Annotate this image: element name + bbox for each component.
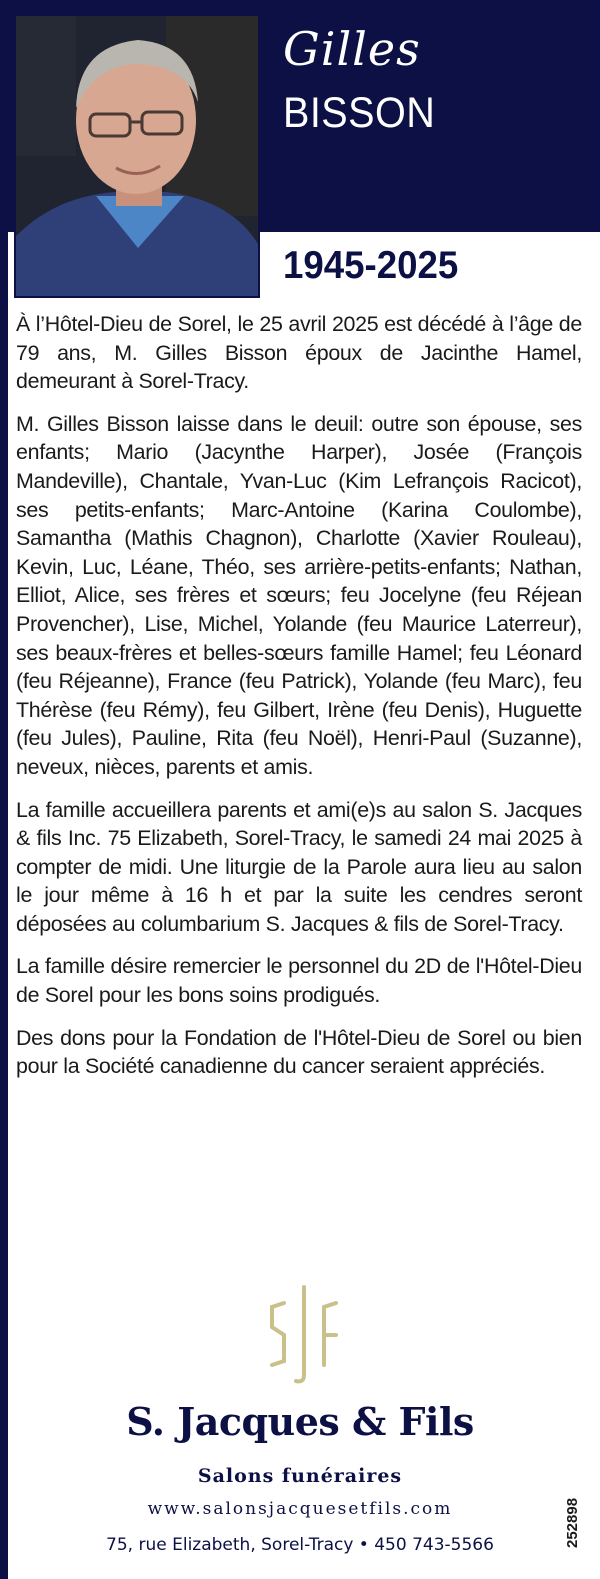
obituary-text [16, 310, 582, 1095]
funeral-home-name: S. Jacques & Fils [126, 1399, 474, 1444]
paragraph-visitation: La famille accueillera parents et ami(e)s au salon S. Jacques & fils Inc. 75 Elizabeth, Sorel-Tracy, le samedi 24 mai 2025 à compter de midi. Une liturgie de la Parole aura lieu au salon le jour même à 16 h et par la suite les cendres seront déposées au columbarium S. Jacques & fils de Sorel-Tracy. [16, 797, 582, 936]
last-name: BISSON [283, 89, 436, 137]
portrait-photo [14, 14, 260, 298]
funeral-home-address: 75, rue Elizabeth, Sorel-Tracy • 450 743-5566 [106, 1535, 494, 1555]
paragraph-donations: Des dons pour la Fondation de l'Hôtel-Dieu de Sorel ou bien pour la Société canadienne du cancer seraient appréciés. [16, 1025, 582, 1079]
paragraph-family: M. Gilles Bisson laisse dans le deuil: outre son épouse, ses enfants; Mario (Jacynthe Harper), Josée (François Mandeville), Chantale, Yvan-Luc (Kim Lefrançois Racicot), ses petits-enfants; Marc-Antoine (Karina Coulombe), Samantha (Mathis Chagnon), Charlotte (Xavier Rouleau), Kevin, Luc, Léane, Théo, ses arrière-petits-enfants; Nathan, Elliot, Alice, ses frères et sœurs; feu Jocelyne (feu Réjean Provencher), Lise, Michel, Yolande (feu Maurice Laterreur), ses beaux-frères et belles-sœurs famille Hamel; feu Léonard (feu Réjeanne), France (feu Patrick), Yolande (feu Marc), feu Thérèse (feu Rémy), feu Gilbert, Irène (feu Denis), Huguette (feu Jules), Pauline, Rita (feu Noël), Henri-Paul (Suzanne), neveux, nièces, parents et amis. [16, 411, 582, 779]
funeral-home-website: www.salonsjacquesetfils.com [147, 1499, 453, 1519]
paragraph-death: À l’Hôtel-Dieu de Sorel, le 25 avril 2025 est décédé à l’âge de 79 ans, M. Gilles Bisson époux de Jacinthe Hamel, demeurant à Sorel-Tracy. [16, 312, 582, 394]
first-name: Gilles [283, 22, 421, 76]
ad-number: 252898 [564, 1497, 581, 1548]
frame-border [0, 232, 8, 1579]
life-years: 1945-2025 [283, 244, 459, 287]
paragraph-thanks: La famille désire remercier le personnel du 2D de l'Hôtel-Dieu de Sorel pour les bons soins prodigués. [16, 954, 582, 1008]
sjf-monogram-icon [262, 1283, 346, 1387]
funeral-home-subtitle: Salons funéraires [197, 1465, 403, 1487]
